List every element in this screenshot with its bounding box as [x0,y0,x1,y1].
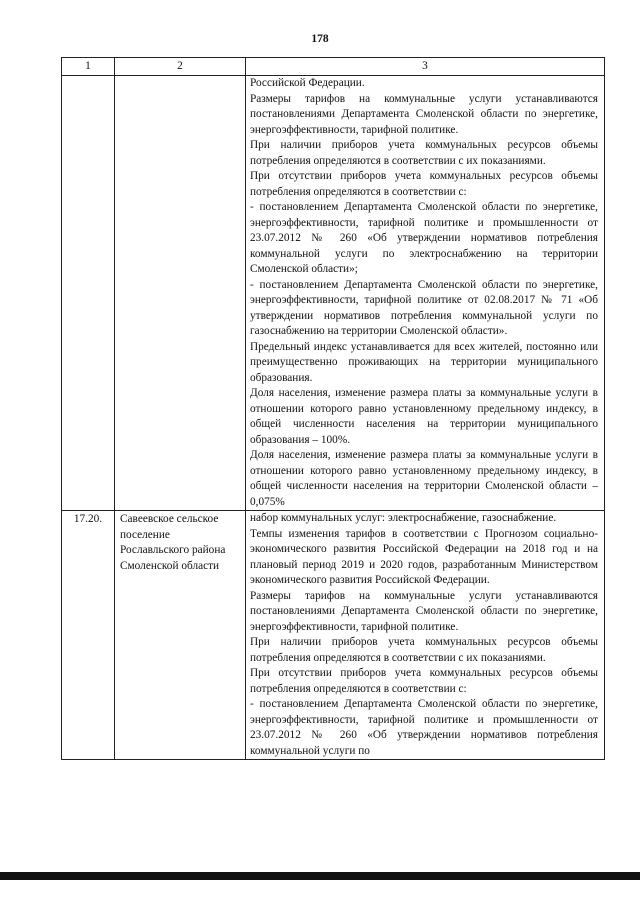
scan-edge-bar [0,872,640,880]
row-number-cell [62,76,115,511]
paragraph: Доля населения, изменение размера платы за коммунальные услуги в отношении которого равно установленному предельному индексу, в общей численности населения на территории муниципального образования – 100%. [250,387,598,446]
paragraph: - постановлением Департамента Смоленской области по энергетике, энергоэффективности, тарифной политике от 02.08.2017 № 71 «Об утверждении нормативов потребления коммунальной услуги по газоснабжению на территории Смоленской области». [250,278,598,337]
col-header-3: 3 [246,58,605,76]
description-cell [246,76,605,511]
table-row [62,511,605,760]
tariff-table [61,57,605,760]
settlement-name-cell [115,76,246,511]
page-number: 178 [311,33,329,45]
paragraph: Российской Федерации. [250,77,365,89]
col-header-1: 1 [62,58,115,76]
paragraph: При наличии приборов учета коммунальных ресурсов объемы потребления определяются в соответствии с их показаниями. [250,139,598,167]
paragraph: - постановлением Департамента Смоленской области по энергетике, энергоэффективности, тарифной политике и промышленности от 23.07.2012 № 260 «Об утверждении нормативов потребления коммунальной услуги по [250,698,598,757]
col-header-2: 2 [115,58,246,76]
paragraph: При отсутствии приборов учета коммунальных ресурсов объемы потребления определяются в соответствии с: [250,170,598,198]
paragraph: Размеры тарифов на коммунальные услуги устанавливаются постановлениями Департамента Смоленской области по энергетике, энергоэффективности, тарифной политике. [250,589,598,633]
paragraph: Размеры тарифов на коммунальные услуги устанавливаются постановлениями Департамента Смоленской области по энергетике, энергоэффективности, тарифной политике. [250,92,598,136]
description-cell [246,511,605,760]
paragraph: набор коммунальных услуг: электроснабжение, газоснабжение. [250,512,557,524]
paragraph: Доля населения, изменение размера платы за коммунальные услуги в отношении которого равно установленному предельному индексу, в общей численности населения на территории Смоленской области – 0,075% [250,449,598,508]
paragraph: - постановлением Департамента Смоленской области по энергетике, энергоэффективности, тарифной политике и промышленности от 23.07.2012 № 260 «Об утверждении нормативов потребления коммунальной услуги по электроснабжению на территории Смоленской области»; [250,201,598,275]
paragraph: Предельный индекс устанавливается для всех жителей, постоянно или преимущественно проживающих на территории муниципального образования. [250,340,598,384]
paragraph: При отсутствии приборов учета коммунальных ресурсов объемы потребления определяются в соответствии с: [250,667,598,695]
paragraph: Темпы изменения тарифов в соответствии с Прогнозом социально-экономического развития Российской Федерации на 2018 год и на плановый период 2019 и 2020 годов, разработанным Министерством экономического развития Российской Федерации. [250,527,598,586]
settlement-name-cell: Савеевское сельское поселение Рославльского района Смоленской области [115,511,246,760]
header-row [62,58,605,76]
paragraph: При наличии приборов учета коммунальных ресурсов объемы потребления определяются в соответствии с их показаниями. [250,636,598,664]
table-row [62,76,605,511]
row-number-cell: 17.20. [62,511,115,760]
